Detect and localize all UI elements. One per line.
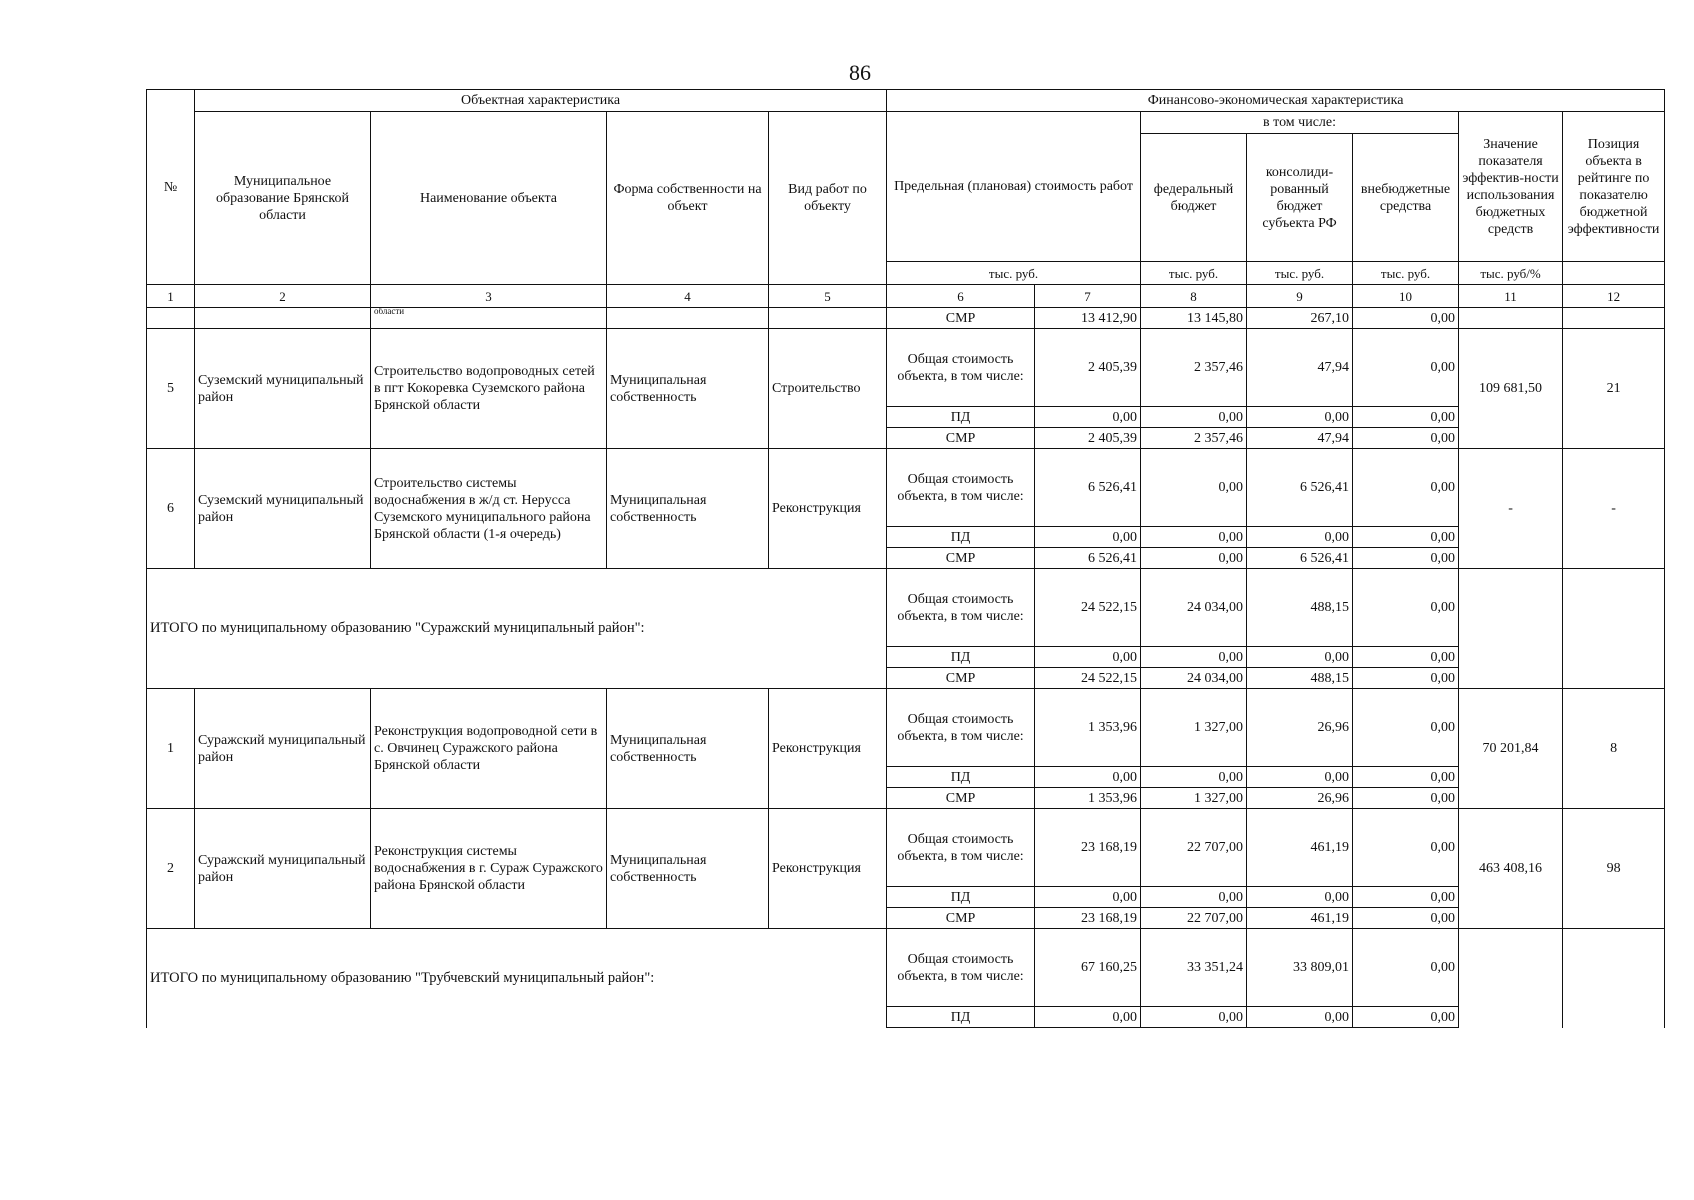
header-col8: федеральный бюджет (1141, 134, 1247, 262)
row-form: Муниципальная собственность (607, 449, 769, 569)
row-mo: Суземский муниципальный район (195, 329, 371, 449)
cell-v10: 0,00 (1353, 428, 1459, 449)
label-smr: СМР (887, 788, 1035, 809)
row-name: Реконструкция системы водоснабжения в г. Сураж Суражского района Брянской области (371, 809, 607, 929)
row-eff: - (1459, 449, 1563, 569)
colnum: 3 (371, 285, 607, 308)
cell-v7: 24 522,15 (1035, 569, 1141, 647)
colnum: 9 (1247, 285, 1353, 308)
cell-v9: 0,00 (1247, 887, 1353, 908)
colnum: 6 (887, 285, 1035, 308)
cell-v9: 488,15 (1247, 569, 1353, 647)
cell-v9: 6 526,41 (1247, 449, 1353, 527)
colnum: 8 (1141, 285, 1247, 308)
label-smr: СМР (887, 548, 1035, 569)
label-pd: ПД (887, 887, 1035, 908)
row-mo: Суземский муниципальный район (195, 449, 371, 569)
cell-v10: 0,00 (1353, 689, 1459, 767)
cell-v10: 0,00 (1353, 668, 1459, 689)
label-pd: ПД (887, 527, 1035, 548)
cell-v10: 0,00 (1353, 569, 1459, 647)
cell-v8: 13 145,80 (1141, 308, 1247, 329)
cell-v8: 24 034,00 (1141, 668, 1247, 689)
cell-v10: 0,00 (1353, 1007, 1459, 1028)
row-eff: 70 201,84 (1459, 689, 1563, 809)
cell-v9: 0,00 (1247, 527, 1353, 548)
cell-v8: 0,00 (1141, 1007, 1247, 1028)
table-row (147, 689, 1665, 767)
cell-v10: 0,00 (1353, 407, 1459, 428)
cell-v9: 461,19 (1247, 908, 1353, 929)
row-form: Муниципальная собственность (607, 809, 769, 929)
cell-v9: 0,00 (1247, 767, 1353, 788)
cell-v8: 2 357,46 (1141, 428, 1247, 449)
cell-v10: 0,00 (1353, 527, 1459, 548)
row-form: Муниципальная собственность (607, 329, 769, 449)
label-total: Общая стоимость объекта, в том числе: (887, 809, 1035, 887)
cell-v8: 1 327,00 (1141, 689, 1247, 767)
label-pd: ПД (887, 407, 1035, 428)
cell-v8: 0,00 (1141, 449, 1247, 527)
cell-v7: 13 412,90 (1035, 308, 1141, 329)
header-col2: Муниципальное образование Брянской области (195, 112, 371, 285)
cell-v7: 1 353,96 (1035, 788, 1141, 809)
colnum: 10 (1353, 285, 1459, 308)
row-rank: 98 (1563, 809, 1665, 929)
row-no: 6 (147, 449, 195, 569)
row-eff: 109 681,50 (1459, 329, 1563, 449)
header-col3: Наименование объекта (371, 112, 607, 285)
cell-v8: 24 034,00 (1141, 569, 1247, 647)
investment-objects-table (146, 89, 1665, 1028)
cell-v9: 26,96 (1247, 689, 1353, 767)
cell-v7: 23 168,19 (1035, 908, 1141, 929)
row-work: Реконструкция (769, 689, 887, 809)
cell-v9: 0,00 (1247, 647, 1353, 668)
itogo-label: ИТОГО по муниципальному образованию "Трубчевский муниципальный район": (147, 929, 887, 1028)
cell-v8: 0,00 (1141, 767, 1247, 788)
label-total: Общая стоимость объекта, в том числе: (887, 569, 1035, 647)
row-rank: 8 (1563, 689, 1665, 809)
column-numbers-row (147, 285, 1665, 308)
label-total: Общая стоимость объекта, в том числе: (887, 329, 1035, 407)
header-col6: Предельная (плановая) стоимость работ (887, 112, 1141, 262)
label-smr: СМР (887, 668, 1035, 689)
label-total: Общая стоимость объекта, в том числе: (887, 449, 1035, 527)
cell-v8: 22 707,00 (1141, 908, 1247, 929)
row-name: Строительство системы водоснабжения в ж/д ст. Нерусса Суземского муниципального района Брянской области (1-я очередь) (371, 449, 607, 569)
header-col12: Позиция объекта в рейтинге по показателю бюджетной эффективности (1563, 112, 1665, 262)
header-unit6: тыс. руб. (887, 262, 1141, 285)
cell-v9: 47,94 (1247, 428, 1353, 449)
header-unit12 (1563, 262, 1665, 285)
cell-v7: 67 160,25 (1035, 929, 1141, 1007)
table-row (147, 329, 1665, 407)
row-mo: Суражский муниципальный район (195, 689, 371, 809)
cell-v9: 47,94 (1247, 329, 1353, 407)
row-no: 5 (147, 329, 195, 449)
header-group-finance: Финансово-экономическая характеристика (887, 90, 1665, 112)
label-smr: СМР (887, 428, 1035, 449)
row-mo: Суражский муниципальный район (195, 809, 371, 929)
row-form: Муниципальная собственность (607, 689, 769, 809)
carry-row (147, 308, 1665, 329)
header-col11: Значение показателя эффектив-ности использования бюджетных средств (1459, 112, 1563, 262)
cell-v8: 0,00 (1141, 527, 1247, 548)
colnum: 2 (195, 285, 371, 308)
cell-v9: 488,15 (1247, 668, 1353, 689)
cell-v7: 0,00 (1035, 647, 1141, 668)
cell-v7: 6 526,41 (1035, 548, 1141, 569)
cell-v7: 0,00 (1035, 527, 1141, 548)
cell-v10: 0,00 (1353, 449, 1459, 527)
cell-v7: 24 522,15 (1035, 668, 1141, 689)
header-unit10: тыс. руб. (1353, 262, 1459, 285)
cell-v7: 0,00 (1035, 1007, 1141, 1028)
header-no: № (147, 90, 195, 285)
colnum: 11 (1459, 285, 1563, 308)
row-no: 2 (147, 809, 195, 929)
itogo-label: ИТОГО по муниципальному образованию "Суражский муниципальный район": (147, 569, 887, 689)
row-work: Строительство (769, 329, 887, 449)
colnum: 4 (607, 285, 769, 308)
row-name: Строительство водопроводных сетей в пгт Кокоревка Суземского района Брянской области (371, 329, 607, 449)
cell-v10: 0,00 (1353, 647, 1459, 668)
cell-v10: 0,00 (1353, 329, 1459, 407)
cell-v8: 2 357,46 (1141, 329, 1247, 407)
row-rank: 21 (1563, 329, 1665, 449)
cut-text: области (371, 308, 607, 329)
header-col4: Форма собственности на объект (607, 112, 769, 285)
cell-v8: 1 327,00 (1141, 788, 1247, 809)
cell-v7: 6 526,41 (1035, 449, 1141, 527)
cell-v10: 0,00 (1353, 788, 1459, 809)
row-no: 1 (147, 689, 195, 809)
header-col5: Вид работ по объекту (769, 112, 887, 285)
cell-v10: 0,00 (1353, 767, 1459, 788)
row-name: Реконструкция водопроводной сети в с. Овчинец Суражского района Брянской области (371, 689, 607, 809)
cell-v9: 33 809,01 (1247, 929, 1353, 1007)
cell-v8: 0,00 (1141, 887, 1247, 908)
label-pd: ПД (887, 1007, 1035, 1028)
row-work: Реконструкция (769, 449, 887, 569)
header-col9: консолиди-рованный бюджет субъекта РФ (1247, 134, 1353, 262)
cell-v10: 0,00 (1353, 548, 1459, 569)
cell-v7: 1 353,96 (1035, 689, 1141, 767)
cell-v9: 267,10 (1247, 308, 1353, 329)
cell-v9: 0,00 (1247, 407, 1353, 428)
cell-v9: 461,19 (1247, 809, 1353, 887)
cell-v10: 0,00 (1353, 908, 1459, 929)
cell-v8: 0,00 (1141, 548, 1247, 569)
row-work: Реконструкция (769, 809, 887, 929)
cell-v7: 23 168,19 (1035, 809, 1141, 887)
total-row (147, 929, 1665, 1007)
table-row (147, 809, 1665, 887)
cell-v10: 0,00 (1353, 887, 1459, 908)
cell-v7: 2 405,39 (1035, 329, 1141, 407)
page-number: 86 (849, 60, 871, 85)
cell-v7: 0,00 (1035, 767, 1141, 788)
label-smr: СМР (887, 908, 1035, 929)
cell-v8: 0,00 (1141, 407, 1247, 428)
cell-v8: 33 351,24 (1141, 929, 1247, 1007)
colnum: 1 (147, 285, 195, 308)
header-unit11: тыс. руб/% (1459, 262, 1563, 285)
row-eff: 463 408,16 (1459, 809, 1563, 929)
label-total: Общая стоимость объекта, в том числе: (887, 929, 1035, 1007)
cell-v7: 0,00 (1035, 887, 1141, 908)
header-group-object: Объектная характеристика (195, 90, 887, 112)
colnum: 5 (769, 285, 887, 308)
cell-v10: 0,00 (1353, 929, 1459, 1007)
colnum: 12 (1563, 285, 1665, 308)
header-unit9: тыс. руб. (1247, 262, 1353, 285)
header-in-that-number: в том числе: (1141, 112, 1459, 134)
cell-v10: 0,00 (1353, 809, 1459, 887)
header-col10: внебюджетные средства (1353, 134, 1459, 262)
table-row (147, 449, 1665, 527)
total-row (147, 569, 1665, 647)
label-pd: ПД (887, 767, 1035, 788)
cell-v8: 22 707,00 (1141, 809, 1247, 887)
label-pd: ПД (887, 647, 1035, 668)
carry-label: СМР (887, 308, 1035, 329)
cell-v9: 6 526,41 (1247, 548, 1353, 569)
label-total: Общая стоимость объекта, в том числе: (887, 689, 1035, 767)
cell-v9: 26,96 (1247, 788, 1353, 809)
cell-v8: 0,00 (1141, 647, 1247, 668)
cell-v10: 0,00 (1353, 308, 1459, 329)
colnum: 7 (1035, 285, 1141, 308)
cell-v7: 0,00 (1035, 407, 1141, 428)
row-rank: - (1563, 449, 1665, 569)
header-unit8: тыс. руб. (1141, 262, 1247, 285)
cell-v7: 2 405,39 (1035, 428, 1141, 449)
cell-v9: 0,00 (1247, 1007, 1353, 1028)
